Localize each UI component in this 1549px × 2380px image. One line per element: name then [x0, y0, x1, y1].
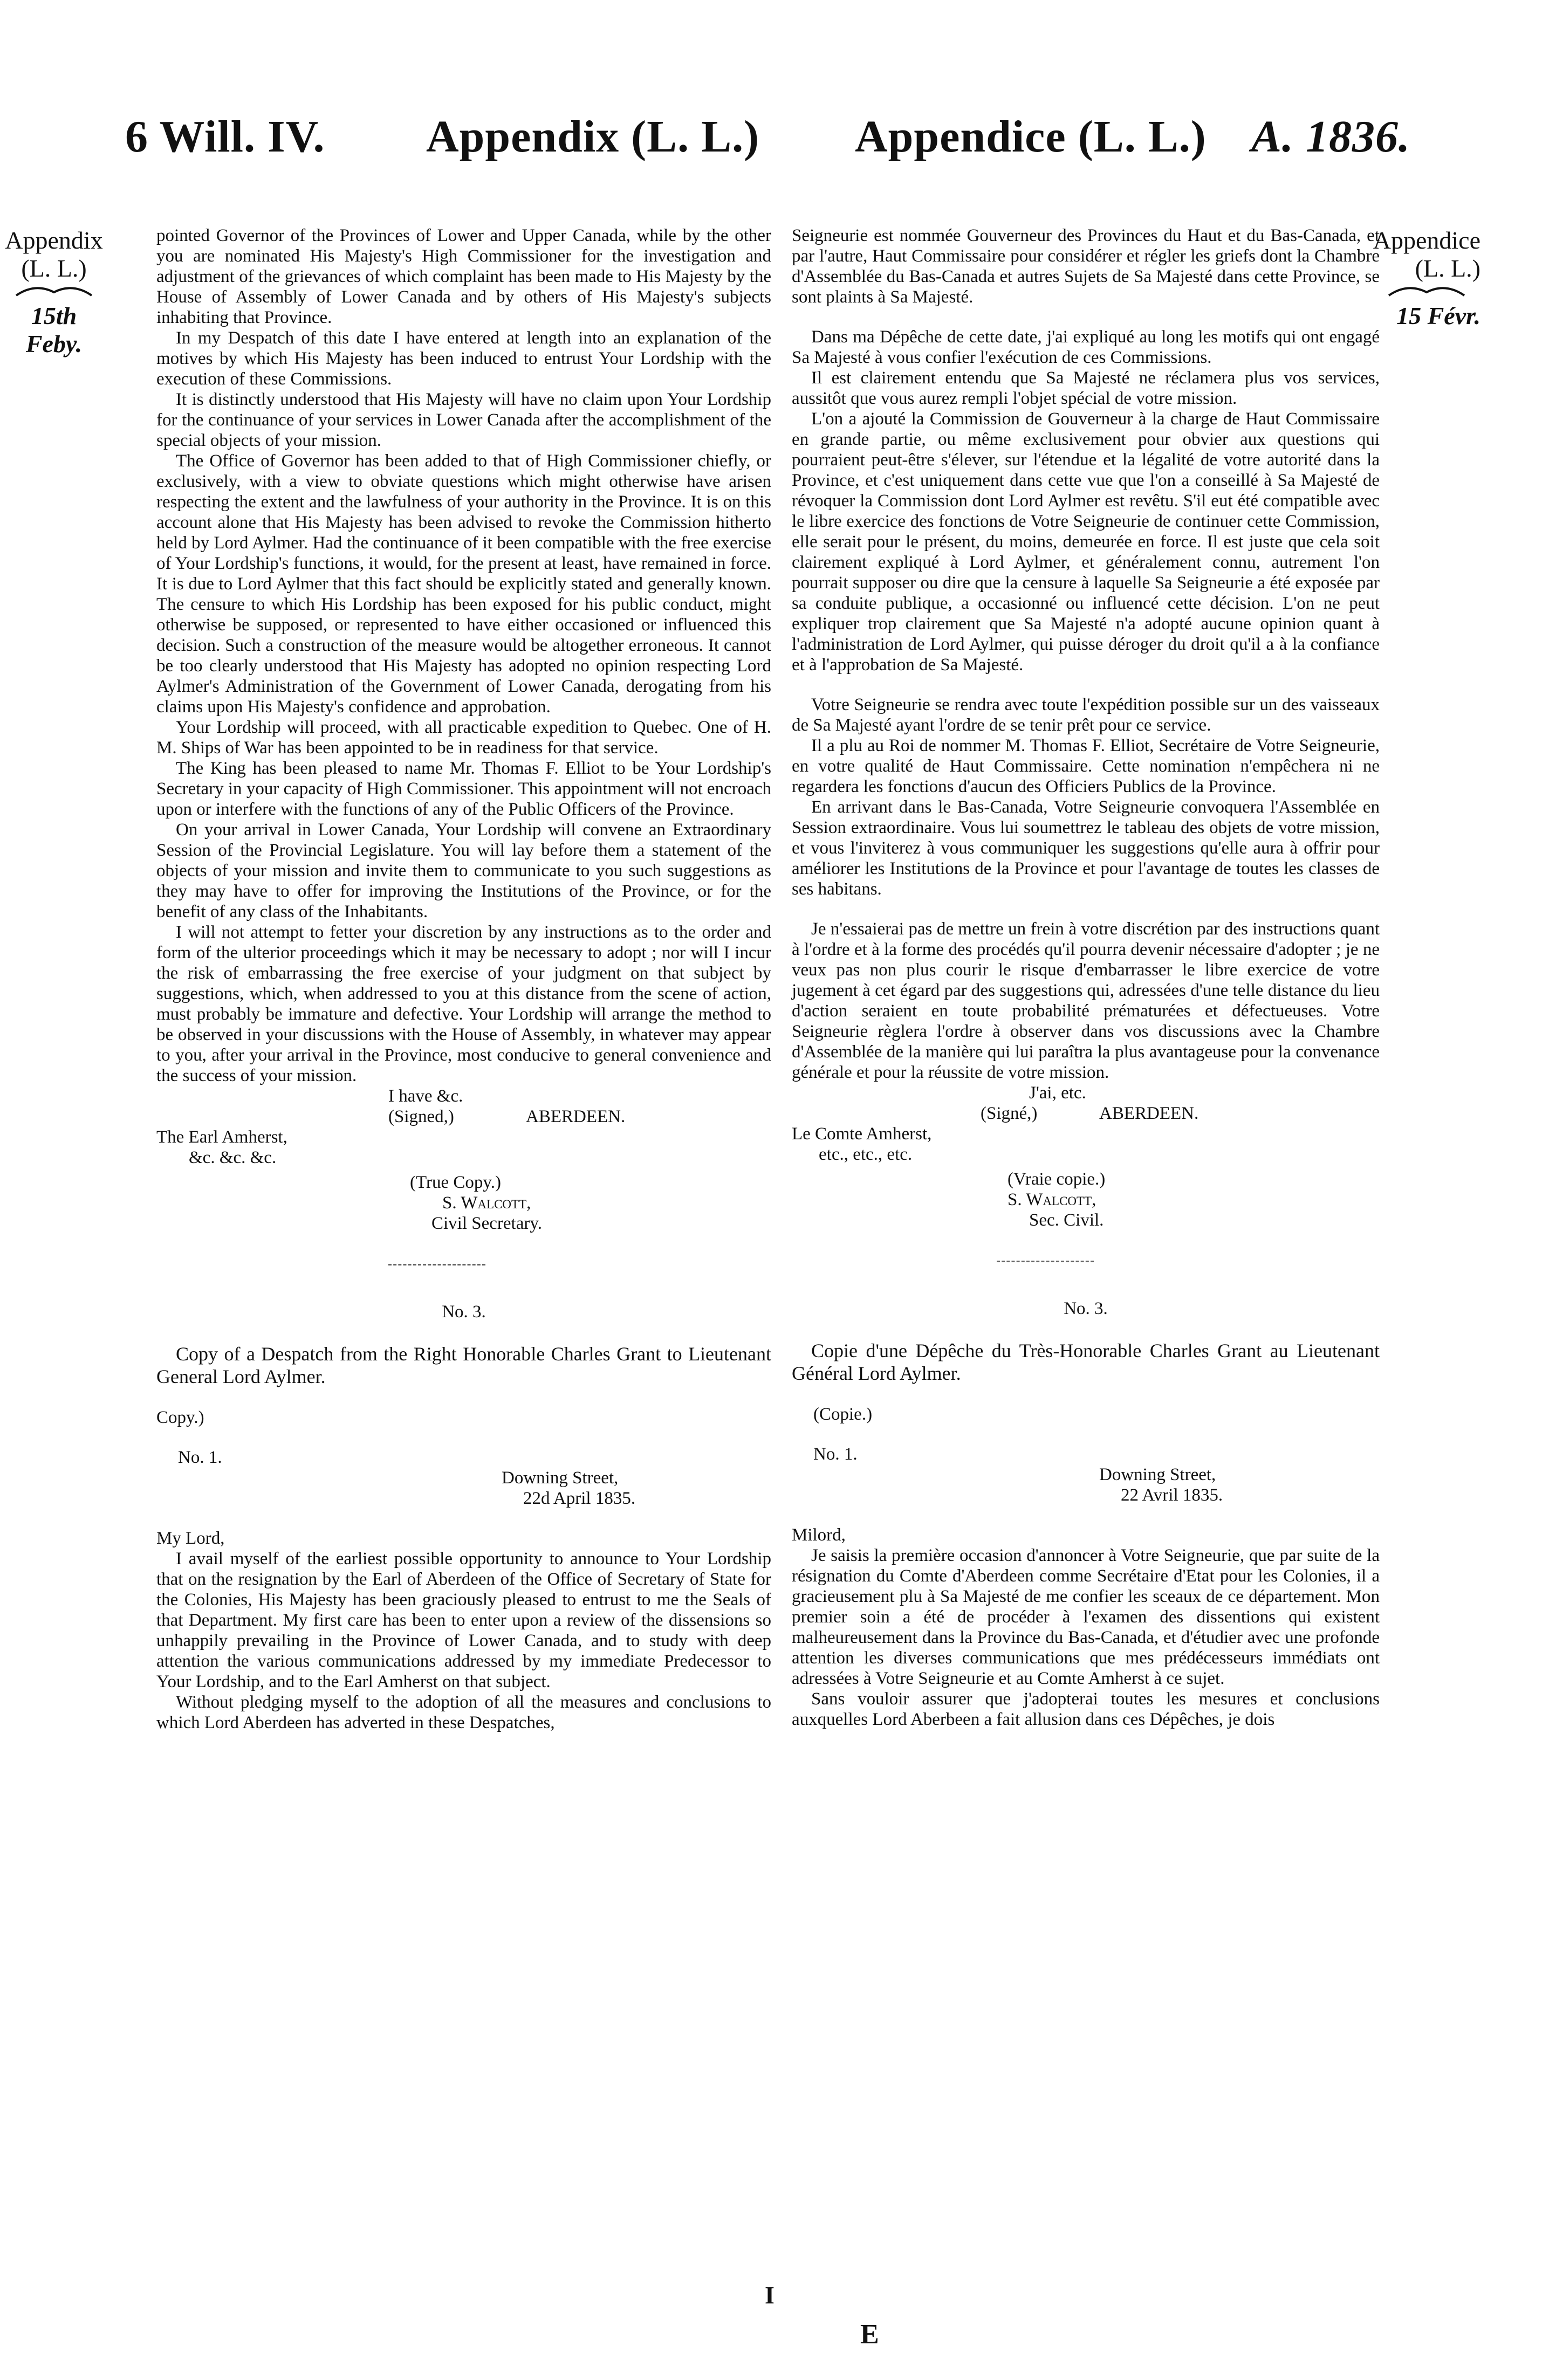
paragraph: I will not attempt to fetter your discretion by any instructions as to the order and form of the ulterior proceedings which it may be necessary to adopt ; nor will I incur the risk of embarrassing the free exercise of your judgment on that subject by suggestions, which, when addressed to you at this distance from the scene of action, must probably be immature and defective. Your Lordship will arrange the method to be observed in your discussions with the House of Assembly, in whatever may appear to you, after your arrival in the Province, most conducive to general convenience and the success of your mission.	[156, 923, 771, 1085]
addressee: Le Comte Amherst,	[792, 1124, 932, 1144]
true-copy-note: (True Copy.)	[410, 1173, 501, 1192]
copy-label: (Copie.)	[813, 1405, 873, 1424]
despatch-title: Copy of a Despatch from the Right Honorable Charles Grant to Lieutenant General Lord Aylmer.	[156, 1343, 771, 1387]
date: 22d April 1835.	[523, 1489, 636, 1508]
swash-ornament-icon	[1386, 285, 1467, 299]
letter-body	[792, 1525, 1380, 1730]
paragraph: pointed Governor of the Provinces of Lower and Upper Canada, while by the other you are nominated His Majesty's High Commissioner for the investigation and adjustment of the grievances of which complaint has been made to His Majesty by the House of Assembly of Lower Canada and by others of His Majesty's subjects inhabiting that Province.	[156, 226, 771, 327]
signed-note: (Signé,)	[981, 1104, 1038, 1123]
margin-label: Appendice	[1373, 226, 1481, 254]
paragraph: Sans vouloir assurer que j'adopterai toutes les mesures et conclusions auxquelles Lord Aberbeen a fait allusion dans ces Dépêches, je dois	[792, 1689, 1380, 1729]
walcott-signature: S. Walcott,	[442, 1193, 531, 1213]
signature-mark: I	[765, 2281, 774, 2309]
paragraph: En arrivant dans le Bas-Canada, Votre Seigneurie convoquera l'Assemblée en Session extraordinaire. Vous lui soumettrez le tableau des objets de votre mission, et vous l'inviterez à vous communiquer les suggestions qu'elle aura à offrir pour améliorer les Institutions de la Province et pour l'avantage de toutes les classes de ses habitans.	[792, 797, 1380, 899]
signatory: ABERDEEN.	[526, 1107, 626, 1126]
paragraph: Seigneurie est nommée Gouverneur des Provinces du Haut et du Bas-Canada, et par l'autre, Haut Commissaire pour considérer et régler les griefs dont la Chambre d'Assemblée du Bas-Canada et autres Sujets de Sa Majesté dans cette Province, se sont plaints à Sa Majesté.	[792, 226, 1380, 307]
paragraph: Il est clairement entendu que Sa Majesté ne réclamera plus vos services, aussitôt que vous aurez rempli l'objet spécial de votre mission.	[792, 368, 1380, 408]
salutation: Milord,	[792, 1525, 846, 1545]
civil-secretary: Sec. Civil.	[1029, 1210, 1104, 1230]
civil-secretary: Civil Secretary.	[431, 1214, 542, 1233]
salutation: My Lord,	[156, 1529, 225, 1548]
paragraph: The King has been pleased to name Mr. Thomas F. Elliot to be Your Lordship's Secretary in your capacity of High Commissioner. This appointment will not encroach upon or interfere with the functions of any of the Public Officers of the Province.	[156, 759, 771, 819]
year-heading: A. 1836.	[1251, 112, 1411, 162]
number-label: No. 1.	[813, 1444, 858, 1464]
appendix-heading-en: Appendix (L. L.)	[426, 112, 760, 162]
appendix-heading-fr: Appendice (L. L.)	[855, 112, 1207, 162]
paragraph: Without pledging myself to the adoption of all the measures and conclusions to which Lord Aberdeen has adverted in these Despatches,	[156, 1693, 771, 1732]
addressee: The Earl Amherst,	[156, 1127, 287, 1147]
paragraph: On your arrival in Lower Canada, Your Lordship will convene an Extraordinary Session of the Provincial Legislature. You will lay before them a statement of the objects of your mission and invite them to communicate to you such suggestions as they may have to offer for improving the Institutions of the Province, or for the benefit of any class of the Inhabitants.	[156, 820, 771, 921]
place: Downing Street,	[502, 1468, 619, 1488]
margin-date: 15th Feby.	[25, 302, 83, 357]
signature-block	[792, 1083, 1380, 1230]
paragraph: Your Lordship will proceed, with all practicable expedition to Quebec. One of H. M. Ships of War has been appointed to be in readiness for that service.	[156, 718, 771, 758]
paragraph: It is distinctly understood that His Majesty will have no claim upon Your Lordship for the continuance of your services in Lower Canada after the accomplishment of the special objects of your mission.	[156, 390, 771, 450]
paragraph: Je n'essaierai pas de mettre un frein à votre discrétion par des instructions quant à l'ordre et à la forme des procédés qu'il pourra devenir nécessaire d'adopter ; je ne veux pas non plus courir le risque d'embarrasser le libre exercice de votre jugement à cet égard par des suggestions qui, adressées d'une telle distance du lieu d'action seraient en toute probabilité prématurées et défectueuses. Votre Seigneurie règlera l'ordre à observer dans vos discussions avec la Chambre d'Assemblée de la manière qui lui paraîtra la plus avantageuse pour la convenance générale et pour la réussite de votre mission.	[792, 919, 1380, 1082]
paragraph: Votre Seigneurie se rendra avec toute l'expédition possible sur un des vaisseaux de Sa Majesté ayant l'ordre de se tenir prêt pour ce service.	[792, 695, 1380, 735]
margin-label: Appendix	[5, 226, 103, 254]
document-number: No. 3.	[1064, 1299, 1108, 1318]
date: 22 Avril 1835.	[1121, 1485, 1223, 1505]
margin-code: (L. L.)	[21, 254, 87, 282]
closing: I have &c.	[388, 1086, 463, 1106]
addressee-etc: &c. &c. &c.	[189, 1148, 277, 1167]
paragraph: In my Despatch of this date I have entered at length into an explanation of the motives by which His Majesty has been induced to entrust Your Lordship with the execution of these Commissions.	[156, 328, 771, 389]
paragraph: L'on a ajouté la Commission de Gouverneur à la charge de Haut Commissaire en grande partie, ou même exclusivement pour obvier aux questions qui pourraient peut-être s'élever, sur l'étendue et la légalité de votre autorité dans la Province, et c'est uniquement dans cette vue que l'on a conseillé à Sa Majesté de révoquer la Commission dont Lord Aylmer est revêtu. S'il eut été compatible avec le libre exercice des fonctions de Votre Seigneurie de continuer cette Commission, elle serait pour le présent, du moins, demeurée en force. Il est juste que cela soit clairement expliqué à Lord Aylmer, et généralement connu, autrement l'on pourrait supposer ou dire que la censure à laquelle Sa Seigneurie a été exposée par sa conduite publique, a occasionné ou influencé cette décision. L'on ne peut expliquer trop clairement que Sa Majesté n'a adopté aucune opinion quant à l'administration de Lord Aylmer, qui puisse déroger du droit qu'il a à la confiance et à l'approbation de Sa Majesté.	[792, 409, 1380, 675]
copy-label: Copy.)	[156, 1408, 204, 1427]
margin-code: (L. L.)	[1415, 254, 1481, 282]
section-divider	[156, 1226, 771, 1296]
number-label: No. 1.	[178, 1448, 222, 1467]
left-margin-note	[0, 226, 108, 358]
signatory: ABERDEEN.	[1099, 1104, 1199, 1123]
signed-note: (Signed,)	[388, 1107, 454, 1126]
reign-heading: 6 Will. IV.	[125, 112, 325, 162]
despatch-title: Copie d'une Dépêche du Très-Honorable Charles Grant au Lieutenant Général Lord Aylmer.	[792, 1340, 1380, 1384]
paragraph: The Office of Governor has been added to that of High Commissioner chiefly, or exclusively, with a view to obviate questions which might otherwise have arisen respecting the extent and the lawfulness of your authority in the Province. It is on this account alone that His Majesty has been advised to revoke the Commission hitherto held by Lord Aylmer. Had the continuance of it been compatible with the free exercise of Your Lordship's functions, it would, for the present at least, have remained in force. It is due to Lord Aylmer that this fact should be explicitly stated and generally known. The censure to which His Lordship has been exposed for his public conduct, might otherwise be supposed, or represented to have either occasioned or influenced this decision. Such a construction of the measure would be altogether erroneous. It cannot be too clearly understood that His Majesty has adopted no opinion respecting Lord Aylmer's Administration of the Government of Lower Canada, derogating from his claims upon His Majesty's confidence and approbation.	[156, 451, 771, 717]
paragraph: Il a plu au Roi de nommer M. Thomas F. Elliot, Secrétaire de Votre Seigneurie, en votre qualité de Haut Commissaire. Cette nomination n'empêchera ni ne regardera les fonctions d'aucun des Officiers Publics de la Province.	[792, 736, 1380, 796]
addressee-etc: etc., etc., etc.	[819, 1145, 913, 1164]
swash-ornament-icon	[13, 285, 94, 299]
paragraph: Je saisis la première occasion d'annoncer à Votre Seigneurie, que par suite de la résignation du Comte d'Aberdeen comme Secrétaire d'Etat pour les Colonies, il a gracieusement plu à Sa Majesté de me confier les sceaux de ce département. Mon premier soin a été de procéder à l'examen des dissentions qui existent malheureusement dans la Province du Bas-Canada, et d'étudier avec une profonde attention les diverses communications que mes prédécesseurs immédiats ont adressées à Votre Seigneurie et au Comte Amherst à ce sujet.	[792, 1546, 1380, 1688]
letter-body	[156, 1528, 771, 1733]
paragraph: Dans ma Dépêche de cette date, j'ai expliqué au long les motifs qui ont engagé Sa Majesté à vous confier l'exécution de ces Commissions.	[792, 327, 1380, 367]
walcott-signature: S. Walcott,	[1007, 1190, 1096, 1209]
margin-date: 15 Févr.	[1396, 302, 1481, 329]
section-divider	[792, 1223, 1380, 1293]
place: Downing Street,	[1099, 1465, 1216, 1484]
signature-block	[156, 1086, 771, 1233]
sheet-letter: E	[860, 2319, 879, 2350]
french-column	[792, 225, 1380, 1730]
right-margin-note	[1373, 226, 1481, 330]
document-number: No. 3.	[442, 1302, 486, 1322]
closing: J'ai, etc.	[1029, 1083, 1086, 1103]
paragraph: I avail myself of the earliest possible opportunity to announce to Your Lordship that on the resignation by the Earl of Aberdeen of the Office of Secretary of State for the Colonies, His Majesty has been graciously pleased to entrust to me the Seals of that Department. My first care has been to enter upon a review of the dissensions so unhappily prevailing in the Province of Lower Canada, and to study with deep attention the various communications addressed by my immediate Predecessor to Your Lordship, and to the Earl Amherst on that subject.	[156, 1549, 771, 1691]
english-column	[156, 225, 771, 1733]
true-copy-note: (Vraie copie.)	[1007, 1170, 1106, 1189]
